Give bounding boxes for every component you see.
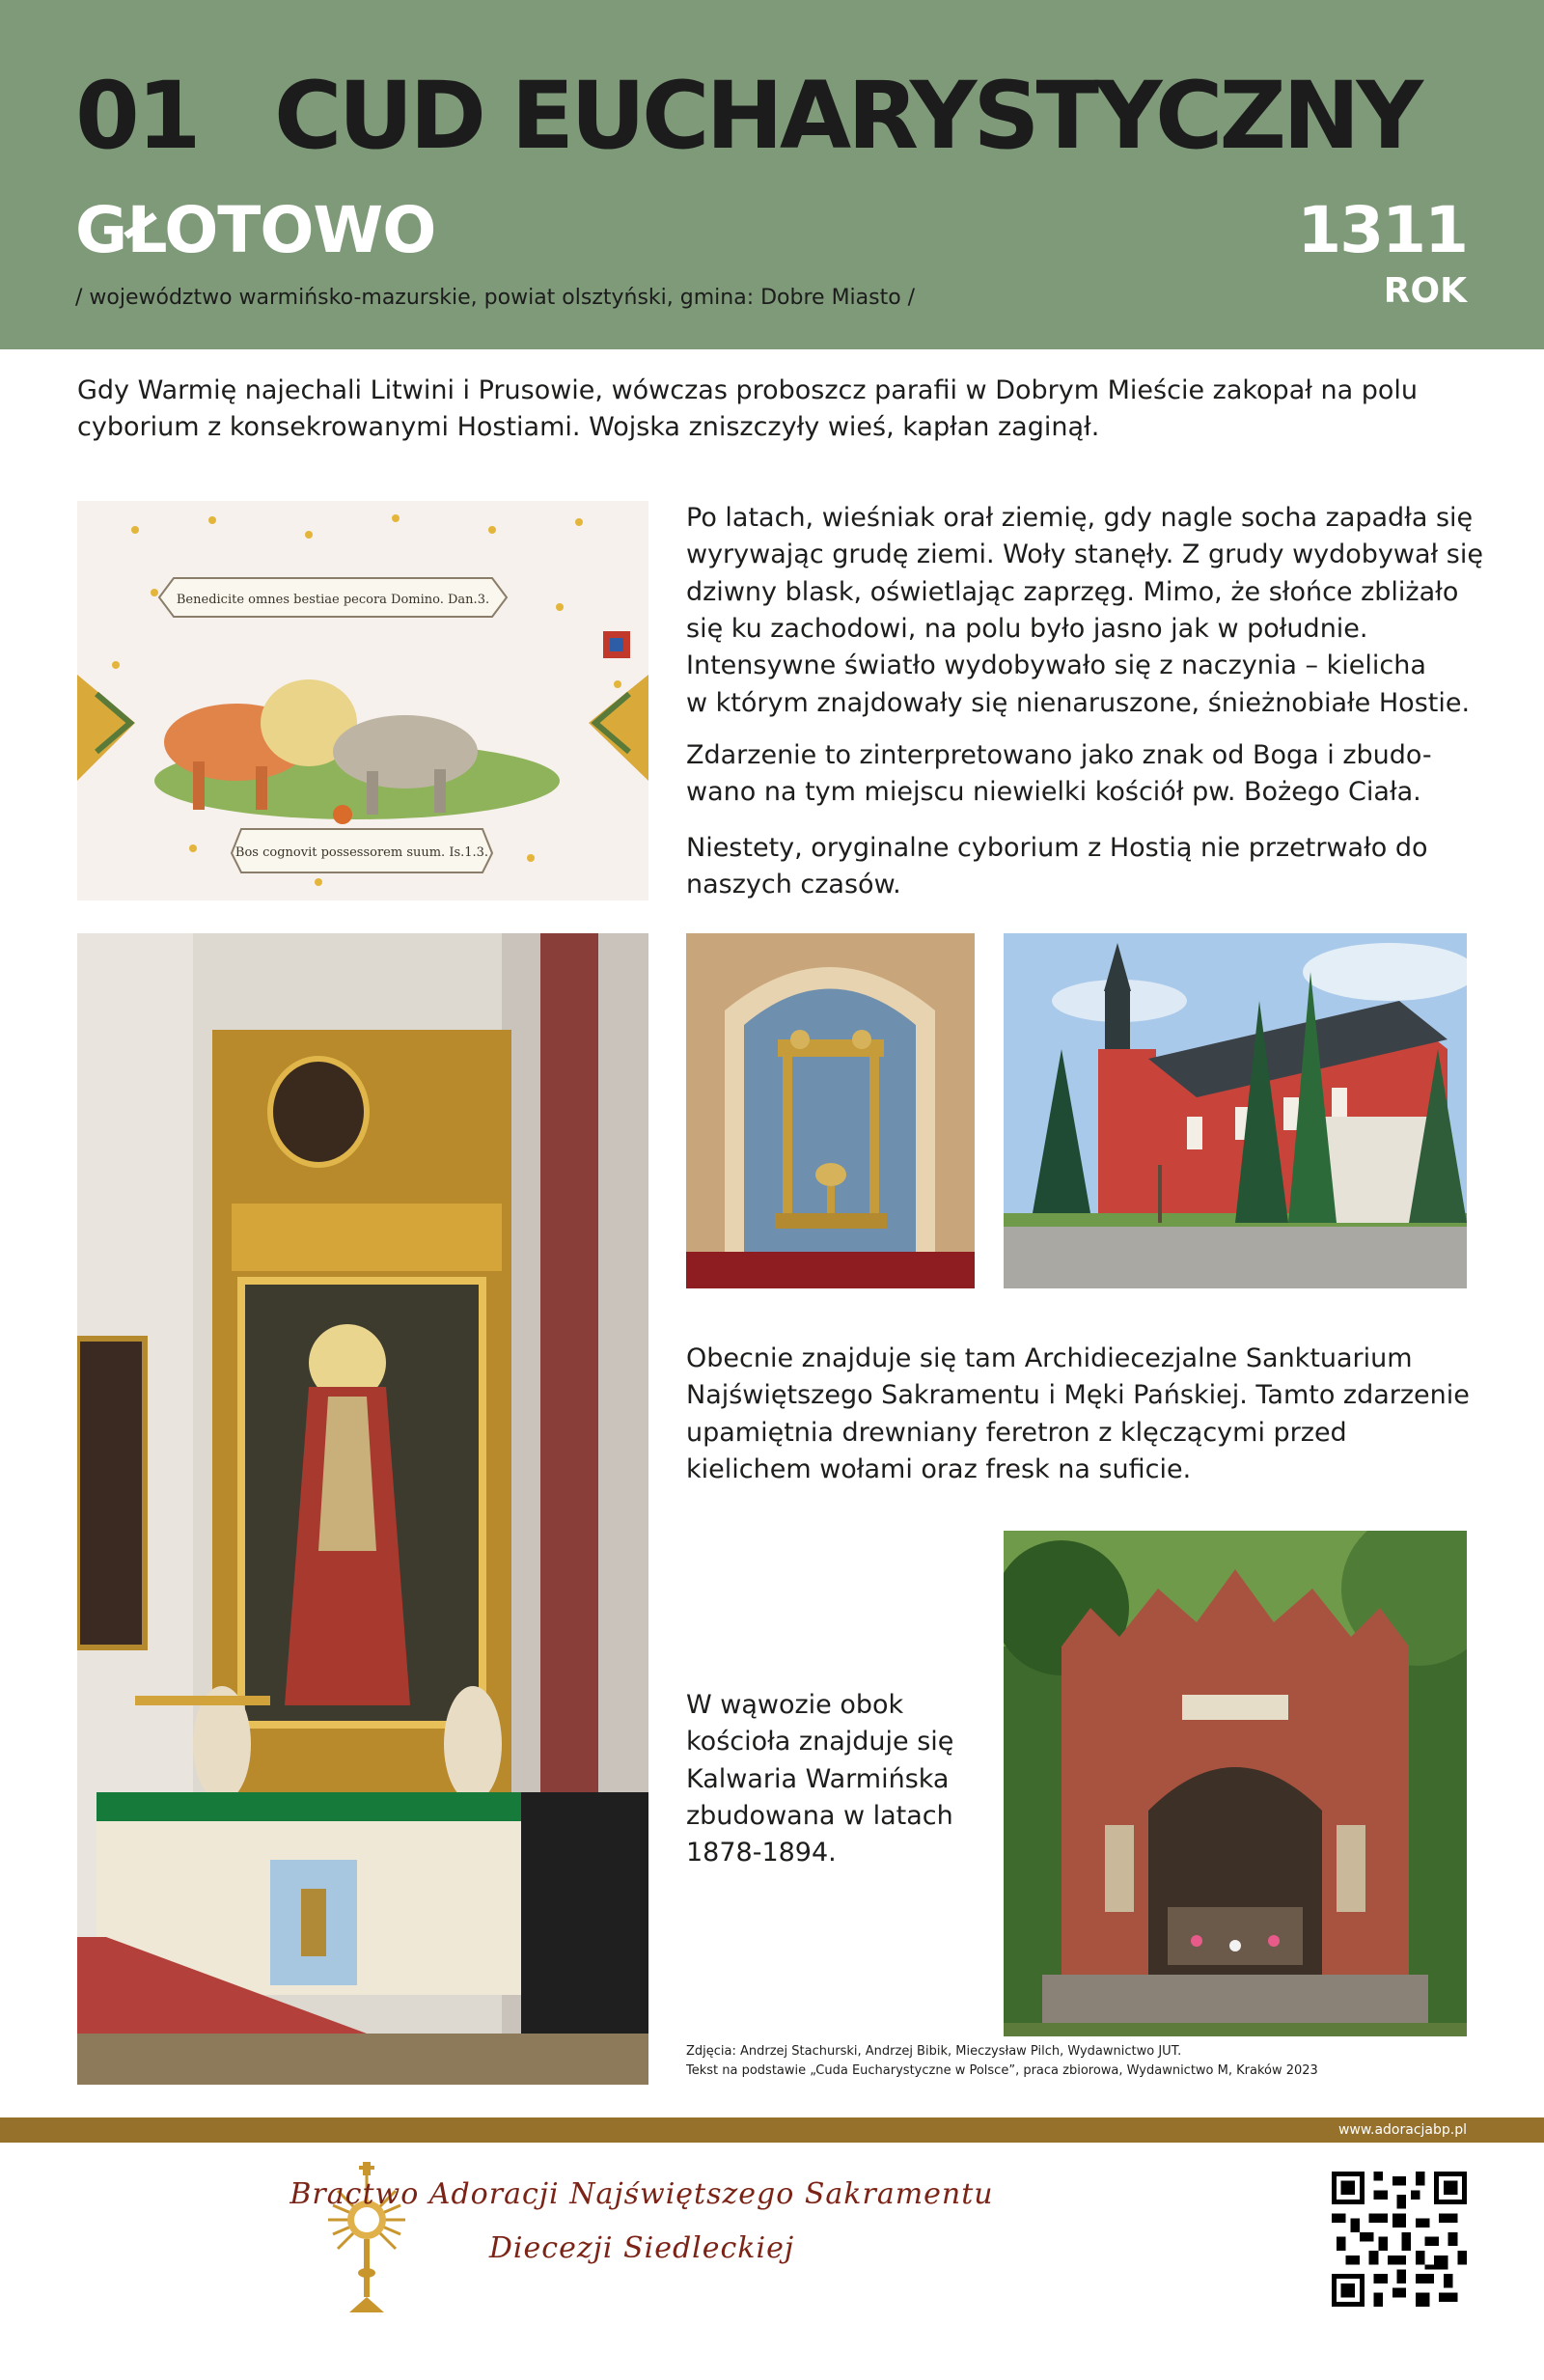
intro-paragraph: Gdy Warmię najechali Litwini i Prusowie, wówczas proboszcz parafii w Dobrym Mieście zakopał na polu cyborium z konsekrowanymi Hostiami. Wojska zniszczyły wieś, kapłan zaginął. — [77, 375, 1419, 443]
footer-bar — [0, 2117, 1544, 2143]
photo-credits: Zdjęcia: Andrzej Stachurski, Andrzej Bibik, Mieczysław Pilch, Wydawnictwo JUT. Tekst na podstawie „Cuda Eucharystyczne w Polsce”, praca zbiorowa, Wydawnictwo M, Kraków 2023 — [686, 2044, 1318, 2078]
fresco-banner-bottom: Bos cognovit possessorem suum. Is.1.3. — [234, 845, 489, 860]
event-year: 1311 — [1297, 193, 1467, 267]
sanctuary-paragraph: Obecnie znajduje się tam Archidiecezjalne Sanktuarium Najświętszego Sakramentu i Męki Pańskiej. Tamto zdarzenie upamiętnia drewniany feretron z klęczącymi przed kielichem wołami oraz fresk na suficie. — [686, 1343, 1470, 1484]
page-title: CUD EUCHARYSTYCZNY — [274, 62, 1420, 170]
organization-name-line2: Diecezji Siedleckiej — [488, 2231, 795, 2265]
location-line: / województwo warmińsko-mazurskie, powiat olsztyński, gmina: Dobre Miasto / — [75, 286, 916, 310]
organization-name-line1: Bractwo Adoracji Najświętszego Sakramentu — [290, 2177, 994, 2211]
calvary-chapel-image — [1004, 1531, 1467, 2036]
qr-code-icon[interactable] — [1332, 2172, 1467, 2307]
year-label: ROK — [1383, 271, 1467, 311]
interpretation-paragraph: Zdarzenie to zinterpretowano jako znak od Boga i zbudo- wano na tym miejscu niewielki kościół pw. Bożego Ciała. — [686, 740, 1432, 808]
story-paragraph: Po latach, wieśniak orał ziemię, gdy nagle socha zapadła się wyrywając grudę ziemi. Woły stanęły. Z grudy wydobywał się dziwny blask, oświetlając zaprzęg. Mimo, że słońce zbliżało się ku zachodowi, na polu było jasno jak w południe. Intensywne światło wydobywało się z naczynia – kielicha w którym znajdowały się nienaruszone, śnieżnobiałe Hostie. — [686, 503, 1483, 718]
ceiling-fresco-image — [77, 501, 648, 900]
header-banner — [0, 0, 1544, 349]
calvary-paragraph: W wąwozie obok kościoła znajduje się Kalwaria Warmińska zbudowana w latach 1878-1894. — [686, 1690, 954, 1868]
loss-paragraph: Niestety, oryginalne cyborium z Hostią nie przetrwało do naszych czasów. — [686, 833, 1428, 900]
website-link[interactable]: www.adoracjabp.pl — [1337, 2122, 1467, 2138]
sanctuary-church-image — [1004, 933, 1467, 1288]
panel-number: 01 — [75, 62, 199, 170]
side-altar-image — [77, 933, 648, 2085]
place-name: GŁOTOWO — [75, 193, 436, 267]
feretory-cyborium-image — [686, 933, 975, 1288]
fresco-banner-top: Benedicite omnes bestiae pecora Domino. Dan.3. — [176, 593, 490, 607]
